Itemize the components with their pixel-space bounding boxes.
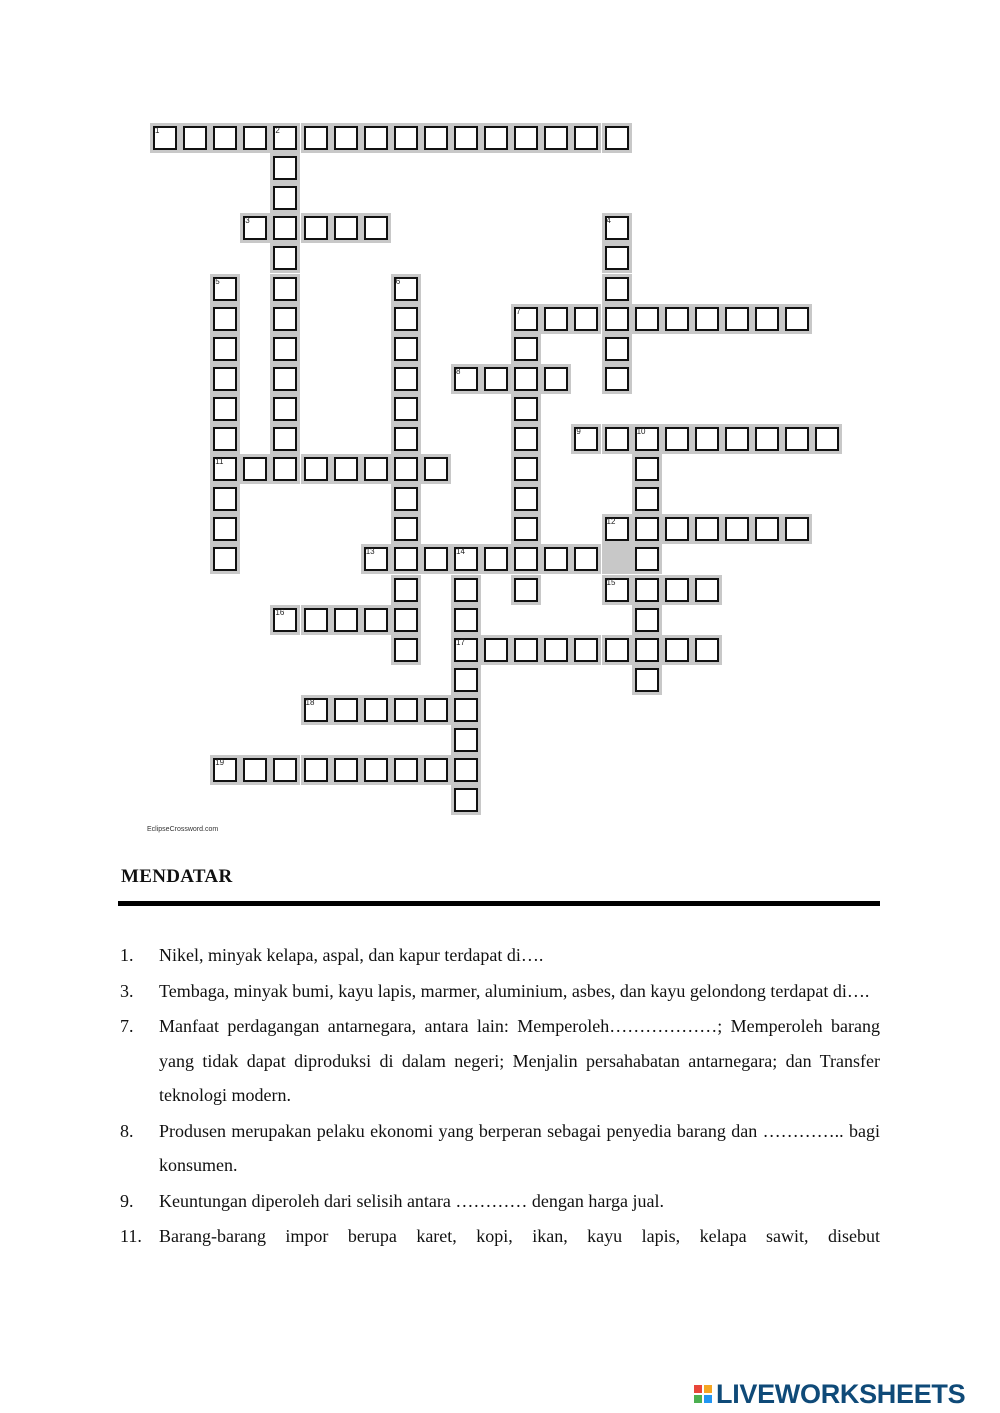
crossword-cell[interactable] xyxy=(331,213,361,243)
crossword-cell[interactable] xyxy=(451,755,481,785)
crossword-cell[interactable] xyxy=(270,454,300,484)
crossword-cell[interactable] xyxy=(391,605,421,635)
crossword-cell[interactable] xyxy=(602,635,632,665)
clue-text: Produsen merupakan pelaku ekonomi yang berperan sebagai penyedia barang dan ………….. bagi konsumen. xyxy=(159,1120,880,1175)
clue-number: 3. xyxy=(120,980,134,1001)
crossword-cell[interactable] xyxy=(270,605,300,635)
crossword-cell[interactable] xyxy=(421,544,451,574)
crossword-credit: EclipseCrossword.com xyxy=(147,826,219,833)
crossword-cell[interactable] xyxy=(391,424,421,454)
clue-number-label: 18 xyxy=(305,697,315,707)
crossword-cell[interactable] xyxy=(301,123,331,153)
crossword-cell[interactable] xyxy=(301,755,331,785)
crossword-cell[interactable] xyxy=(692,635,722,665)
clue-number-label: 2 xyxy=(275,126,280,135)
crossword-cell[interactable] xyxy=(451,785,481,815)
crossword-cell[interactable] xyxy=(391,123,421,153)
crossword-cell[interactable] xyxy=(571,123,601,153)
crossword-cell[interactable] xyxy=(571,304,601,334)
clue-text: Manfaat perdagangan antarnegara, antara lain: Memperoleh………………; Memperoleh barang yang tidak dapat diproduksi di dalam negeri; Menjalin persahabatan antarnegara; dan Transfer teknologi modern. xyxy=(159,1016,880,1105)
clue-text: Tembaga, minyak bumi, kayu lapis, marmer, aluminium, asbes, dan kayu gelondong terdapat di…. xyxy=(159,980,870,1001)
clue-item xyxy=(120,1114,880,1183)
brand-name: LIVEWORKSHEETS xyxy=(716,1378,966,1409)
crossword-cell[interactable] xyxy=(210,334,240,364)
crossword-cell[interactable] xyxy=(662,304,692,334)
crossword-cell[interactable] xyxy=(301,454,331,484)
crossword-cell[interactable] xyxy=(210,123,240,153)
crossword-cell[interactable] xyxy=(451,725,481,755)
crossword-cell[interactable] xyxy=(541,544,571,574)
clue-number-label: 10 xyxy=(636,427,646,436)
crossword-cell[interactable] xyxy=(270,755,300,785)
crossword-cell[interactable] xyxy=(451,605,481,635)
crossword-cell[interactable] xyxy=(270,424,300,454)
clue-number-label: 4 xyxy=(606,216,611,226)
crossword-cell[interactable] xyxy=(692,575,722,605)
crossword-cell[interactable] xyxy=(481,544,511,574)
crossword-cell[interactable] xyxy=(632,575,662,605)
crossword-cell[interactable] xyxy=(511,454,541,484)
clue-number: 9. xyxy=(120,1190,134,1211)
clue-number-label: 12 xyxy=(606,517,616,527)
crossword-cell[interactable] xyxy=(632,514,662,544)
crossword-cell[interactable] xyxy=(602,304,632,334)
crossword-cell[interactable] xyxy=(602,575,632,605)
clue-number-label: 15 xyxy=(606,577,616,587)
crossword-cell[interactable] xyxy=(662,424,692,454)
crossword-cell[interactable] xyxy=(632,304,662,334)
crossword-cell[interactable] xyxy=(210,424,240,454)
crossword-cell[interactable] xyxy=(361,695,391,725)
clue-item xyxy=(120,974,880,1009)
crossword-cell[interactable] xyxy=(752,424,782,454)
crossword-cell[interactable] xyxy=(632,484,662,514)
crossword-cell[interactable] xyxy=(391,514,421,544)
crossword-cell[interactable] xyxy=(150,123,180,153)
crossword-cell[interactable] xyxy=(451,575,481,605)
crossword-cell[interactable] xyxy=(210,364,240,394)
clue-number: 7. xyxy=(120,1016,134,1036)
crossword-cell[interactable] xyxy=(511,424,541,454)
crossword-cell[interactable] xyxy=(662,635,692,665)
clue-number-label: 17 xyxy=(456,637,465,647)
crossword-cell[interactable] xyxy=(270,123,300,153)
crossword-cell[interactable] xyxy=(270,304,300,334)
crossword-cell[interactable] xyxy=(602,514,632,544)
crossword-cell[interactable] xyxy=(391,364,421,394)
crossword-cell[interactable] xyxy=(391,755,421,785)
crossword-cell[interactable] xyxy=(391,454,421,484)
crossword-cell[interactable] xyxy=(361,755,391,785)
crossword-cell[interactable] xyxy=(632,544,662,574)
crossword-cell[interactable] xyxy=(511,635,541,665)
crossword-cell[interactable] xyxy=(812,424,842,454)
crossword-cell[interactable] xyxy=(692,304,722,334)
crossword-cell[interactable] xyxy=(210,544,240,574)
crossword-cell[interactable] xyxy=(511,394,541,424)
crossword-cell[interactable] xyxy=(511,575,541,605)
crossword-cell[interactable] xyxy=(391,635,421,665)
crossword-cell[interactable] xyxy=(451,635,481,665)
crossword-cell[interactable] xyxy=(602,424,632,454)
clue-number-label: 7 xyxy=(516,306,521,316)
crossword-cell[interactable] xyxy=(391,394,421,424)
crossword-cell[interactable] xyxy=(571,544,601,574)
divider xyxy=(118,901,880,906)
crossword-cell[interactable] xyxy=(511,304,541,334)
crossword-cell[interactable] xyxy=(632,605,662,635)
crossword-cell[interactable] xyxy=(240,123,270,153)
crossword-cell[interactable] xyxy=(511,334,541,364)
crossword-cell[interactable] xyxy=(391,544,421,574)
crossword-cell[interactable] xyxy=(270,213,300,243)
liveworksheets-brand xyxy=(694,1378,965,1410)
crossword-cell[interactable] xyxy=(602,213,632,243)
crossword-cell[interactable] xyxy=(391,304,421,334)
crossword-cell[interactable] xyxy=(602,364,632,394)
clue-number-label: 6 xyxy=(395,276,401,286)
crossword-cell[interactable] xyxy=(301,605,331,635)
crossword-cell[interactable] xyxy=(240,454,270,484)
crossword-cell[interactable] xyxy=(331,695,361,725)
crossword-cell[interactable] xyxy=(391,274,421,304)
clue-number-label: 5 xyxy=(215,276,220,286)
clue-number-label: 3 xyxy=(245,216,250,226)
crossword-cell[interactable] xyxy=(331,123,361,153)
crossword-cell[interactable] xyxy=(511,484,541,514)
section-heading: MENDATAR xyxy=(121,866,233,887)
clue-item xyxy=(120,938,880,973)
clue-number: 11. xyxy=(120,1226,142,1246)
crossword-cell[interactable] xyxy=(421,695,451,725)
crossword-cell[interactable] xyxy=(511,364,541,394)
crossword-cell[interactable] xyxy=(391,695,421,725)
crossword-cell[interactable] xyxy=(511,514,541,544)
clue-item xyxy=(120,1184,880,1219)
crossword-cell[interactable] xyxy=(301,213,331,243)
crossword-cell[interactable] xyxy=(722,424,752,454)
clue-item xyxy=(120,1009,880,1113)
shaded-cell xyxy=(602,544,632,574)
crossword-cell[interactable] xyxy=(511,544,541,574)
crossword-cell[interactable] xyxy=(662,514,692,544)
crossword-cell[interactable] xyxy=(301,695,331,725)
clue-number-label: 11 xyxy=(215,457,224,467)
crossword-cell[interactable] xyxy=(270,394,300,424)
clue-text: Barang-barang impor berupa karet, kopi, ikan, kayu lapis, kelapa sawit, disebut xyxy=(159,1226,880,1246)
crossword-cell[interactable] xyxy=(451,695,481,725)
crossword-cell[interactable] xyxy=(331,454,361,484)
crossword-cell[interactable] xyxy=(722,304,752,334)
crossword-cell[interactable] xyxy=(210,304,240,334)
crossword-cell[interactable] xyxy=(451,123,481,153)
crossword-cell[interactable] xyxy=(662,575,692,605)
crossword-cell[interactable] xyxy=(602,123,632,153)
crossword-cell[interactable] xyxy=(541,123,571,153)
clue-number-label: 13 xyxy=(365,547,375,557)
crossword-cell[interactable] xyxy=(361,605,391,635)
crossword-cell[interactable] xyxy=(632,635,662,665)
crossword-cell[interactable] xyxy=(240,213,270,243)
crossword-cell[interactable] xyxy=(391,334,421,364)
crossword-cell[interactable] xyxy=(722,514,752,544)
clue-number-label: 16 xyxy=(275,607,285,617)
crossword-cell[interactable] xyxy=(240,755,270,785)
crossword-cell[interactable] xyxy=(782,424,812,454)
clue-number-label: 14 xyxy=(456,547,465,557)
crossword-cell[interactable] xyxy=(421,454,451,484)
crossword-cell[interactable] xyxy=(602,274,632,304)
crossword-cell[interactable] xyxy=(632,665,662,695)
crossword-cell[interactable] xyxy=(361,123,391,153)
crossword-cell[interactable] xyxy=(451,544,481,574)
crossword-cell[interactable] xyxy=(782,304,812,334)
clue-number-label: 19 xyxy=(215,758,225,768)
crossword-cell[interactable] xyxy=(331,605,361,635)
crossword-cell[interactable] xyxy=(481,364,511,394)
crossword-cell[interactable] xyxy=(752,304,782,334)
crossword-cell[interactable] xyxy=(632,454,662,484)
crossword-cell[interactable] xyxy=(270,334,300,364)
crossword-cell[interactable] xyxy=(361,544,391,574)
clue-number: 8. xyxy=(120,1120,134,1141)
crossword-cell[interactable] xyxy=(541,364,571,394)
crossword-cell[interactable] xyxy=(331,755,361,785)
crossword-cell[interactable] xyxy=(571,424,601,454)
crossword-cell[interactable] xyxy=(421,755,451,785)
clue-list xyxy=(120,938,880,1255)
crossword-cell[interactable] xyxy=(391,484,421,514)
crossword-cell[interactable] xyxy=(270,364,300,394)
clue-number-label: 8 xyxy=(456,366,461,376)
clue-text: Keuntungan diperoleh dari selisih antara ………… dengan harga jual. xyxy=(159,1190,665,1211)
clue-number: 1. xyxy=(120,945,134,965)
clue-number-label: 1 xyxy=(155,126,160,135)
crossword-cell[interactable] xyxy=(270,153,300,183)
crossword-cell[interactable] xyxy=(210,454,240,484)
crossword-cell[interactable] xyxy=(270,274,300,304)
crossword-cell[interactable] xyxy=(270,183,300,213)
crossword-cell[interactable] xyxy=(541,304,571,334)
crossword-cell[interactable] xyxy=(361,213,391,243)
crossword-cell[interactable] xyxy=(692,514,722,544)
crossword-cell[interactable] xyxy=(782,514,812,544)
crossword-cell[interactable] xyxy=(391,575,421,605)
clue-number-label: 9 xyxy=(576,427,581,436)
crossword-cell[interactable] xyxy=(602,334,632,364)
crossword-cell[interactable] xyxy=(602,243,632,273)
crossword-cell[interactable] xyxy=(481,123,511,153)
crossword-cell[interactable] xyxy=(752,514,782,544)
crossword-cell[interactable] xyxy=(180,123,210,153)
liveworksheets-logo-icon xyxy=(694,1385,712,1403)
crossword-cell[interactable] xyxy=(481,635,511,665)
crossword-cell[interactable] xyxy=(451,665,481,695)
crossword-cell[interactable] xyxy=(210,274,240,304)
clue-item xyxy=(120,1219,880,1254)
clue-text: Nikel, minyak kelapa, aspal, dan kapur terdapat di…. xyxy=(159,945,544,965)
crossword-cell[interactable] xyxy=(270,243,300,273)
crossword-cell[interactable] xyxy=(571,635,601,665)
crossword-cell[interactable] xyxy=(451,364,481,394)
crossword-cell[interactable] xyxy=(210,484,240,514)
crossword-cell[interactable] xyxy=(692,424,722,454)
crossword-cell[interactable] xyxy=(632,424,662,454)
crossword-cell[interactable] xyxy=(210,514,240,544)
crossword-cell[interactable] xyxy=(361,454,391,484)
crossword-cell[interactable] xyxy=(421,123,451,153)
crossword-cell[interactable] xyxy=(210,394,240,424)
crossword-cell[interactable] xyxy=(541,635,571,665)
crossword-cell[interactable] xyxy=(511,123,541,153)
crossword-cell[interactable] xyxy=(210,755,240,785)
